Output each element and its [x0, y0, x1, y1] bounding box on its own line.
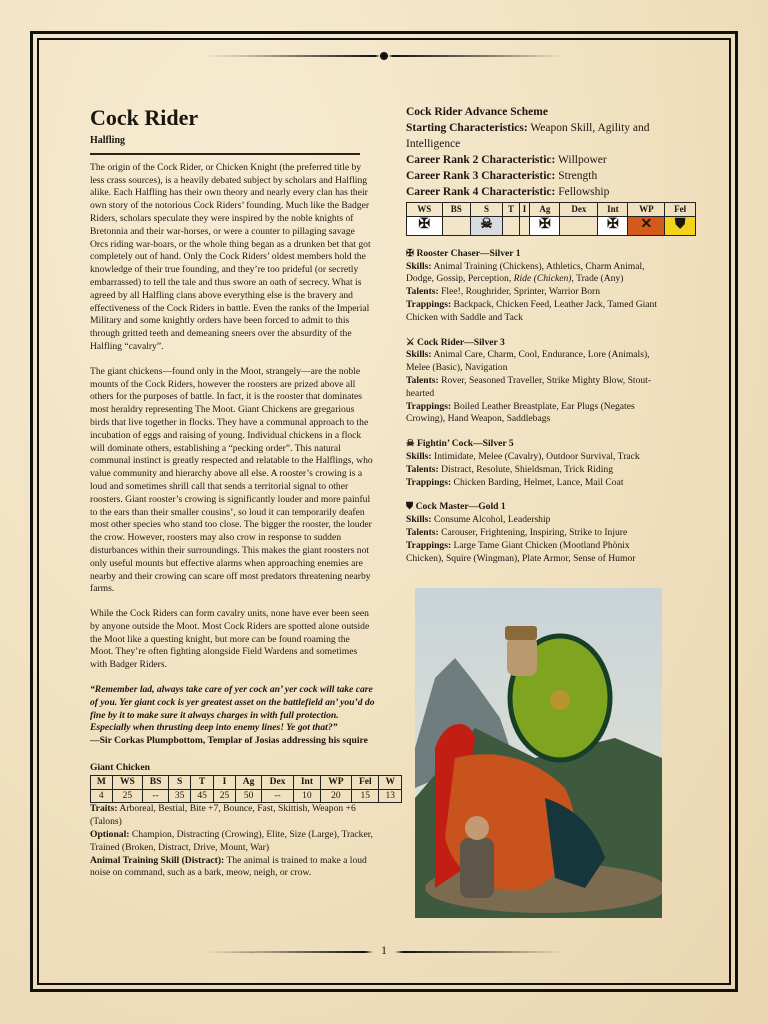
rank2-characteristic: Career Rank 2 Characteristic: Willpower [406, 154, 607, 166]
career-list [406, 248, 668, 566]
career-tier-icon: ✠ [406, 247, 415, 259]
creature-name: Giant Chicken [90, 762, 150, 774]
advance-header: Fel [665, 203, 696, 217]
career-talents: Talents: Flee!, Roughrider, Sprinter, Warrior Born [406, 286, 601, 298]
skull-icon: ☠ [470, 216, 502, 235]
advance-empty-cell [503, 216, 520, 235]
advance-header: Dex [560, 203, 598, 217]
stat-value: 15 [352, 789, 379, 803]
cavalry-paragraph: While the Cock Riders can form cavalry units, none have ever been seen by anyone outside the Moot. Most Cock Riders are spotted alone outside the Moot like a questing knight, but more can be found roaming the Moot. They’re often fighting alongside Field Wardens and sometimes with Badger Riders. [90, 608, 370, 671]
stat-value: -- [143, 789, 169, 803]
stat-header: T [191, 775, 213, 789]
page-number: 1 [381, 943, 387, 957]
cross-icon: ✠ [598, 216, 628, 235]
career-heading: ✠ Rooster Chaser—Silver 1 [406, 247, 521, 259]
stat-value: 35 [168, 789, 190, 803]
stat-value: -- [261, 789, 293, 803]
stat-header: M [91, 775, 113, 789]
advance-scheme-title: Cock Rider Advance Scheme [406, 106, 548, 118]
advance-header: I [519, 203, 530, 217]
stat-header: I [213, 775, 235, 789]
creature-traits: Traits: Arboreal, Bestial, Bite +7, Bounce, Fast, Skittish, Weapon +6 (Talons) [90, 803, 356, 828]
career-talents: Talents: Rover, Seasoned Traveller, Strike Mighty Blow, Stout-hearted [406, 374, 652, 399]
title-rule [90, 153, 360, 155]
creature-training-skill: Animal Training Skill (Distract): The animal is trained to make a loud noise on command, such as a bark, meow, neigh, or crow. [90, 854, 367, 879]
advance-header: S [470, 203, 502, 217]
stat-value: 20 [320, 789, 351, 803]
career-talents: Talents: Distract, Resolute, Shieldsman, Trick Riding [406, 463, 613, 475]
top-ornament-divider [205, 50, 563, 62]
career-heading: ⛊ Cock Master—Gold 1 [406, 501, 506, 513]
left-column [90, 105, 395, 880]
stat-header: W [379, 775, 402, 789]
advance-table [406, 202, 696, 236]
career-heading: ☠ Fightin’ Cock—Silver 5 [406, 438, 514, 450]
cross-icon: ✠ [407, 216, 443, 235]
career-skills: Skills: Animal Training (Chickens), Athletics, Charm Animal, Dodge, Gossip, Perception, Ride (Chicken), Trade (Any) [406, 260, 645, 285]
career-entry [406, 337, 668, 427]
stat-header: Dex [261, 775, 293, 789]
right-column [406, 104, 687, 565]
quote-attribution: —Sir Corkas Plumpbottom, Templar of Josias addressing his squire [90, 735, 368, 747]
stat-header: Fel [352, 775, 379, 789]
advance-header: Int [598, 203, 628, 217]
stat-header: Ag [236, 775, 262, 789]
career-skills: Skills: Intimidate, Melee (Cavalry), Outdoor Survival, Track [406, 450, 640, 462]
page-subtitle: Halfling [90, 135, 126, 146]
career-skills: Skills: Animal Care, Charm, Cool, Endurance, Lore (Animals), Melee (Basic), Navigation [406, 349, 650, 374]
stat-value: 13 [379, 789, 402, 803]
stat-value: 45 [191, 789, 213, 803]
cock-rider-illustration [415, 588, 662, 918]
advance-header: T [503, 203, 520, 217]
stat-header: WP [320, 775, 351, 789]
stat-value: 25 [213, 789, 235, 803]
career-entry [406, 501, 668, 565]
career-tier-icon: ☠ [406, 438, 415, 450]
stat-header: WS [112, 775, 143, 789]
starting-characteristics: Starting Characteristics: Weapon Skill, Agility and Intelligence [406, 122, 650, 150]
stat-value: 4 [91, 789, 113, 803]
stat-value: 10 [294, 789, 321, 803]
creature-optional: Optional: Champion, Distracting (Crowing), Elite, Size (Large), Tracker, Trained (Broken, Distract, Drive, Mount, War) [90, 829, 373, 853]
stat-header: Int [294, 775, 321, 789]
career-tier-icon: ⚔ [406, 336, 415, 348]
stat-value: 25 [112, 789, 143, 803]
career-trappings: Trappings: Backpack, Chicken Feed, Leather Jack, Tamed Giant Chicken with Saddle and Tack [406, 298, 658, 323]
swords-icon: ✕ [628, 216, 665, 235]
advance-header: Ag [530, 203, 560, 217]
page-title: Cock Rider [90, 105, 199, 130]
creature-stat-table [90, 775, 402, 804]
career-entry [406, 438, 668, 489]
career-heading: ⚔ Cock Rider—Silver 3 [406, 336, 505, 348]
stat-header: BS [143, 775, 169, 789]
advance-empty-cell [442, 216, 470, 235]
career-skills: Skills: Consume Alcohol, Leadership [406, 514, 551, 526]
advance-empty-cell [519, 216, 530, 235]
career-trappings: Trappings: Boiled Leather Breastplate, Ear Plugs (Negates Crowing), Hand Weapon, Saddlebags [406, 400, 635, 425]
advance-header: BS [442, 203, 470, 217]
shield-icon: ⛊ [665, 216, 696, 235]
chicken-paragraph: The giant chickens—found only in the Moot, strangely—are the noble mounts of the Cock Riders, however the roosters are prized above all others for the purposes of battle. In fact, it is the rooster that dominates most heraldry representing The Moot. Giant Chickens are gregarious birds that live together in flocks. They have a communal approach to the incubation of eggs and raising of young. Individual chickens in a flock will dominate others, establishing a “pecking order”. This natural communal instinct is greatly respected and relatable to the Halflings, who value community and hierarchy above all else. A rooster’s crowing is a loud and sometimes shrill call that sends a territorial signal to other roosters. Giant rooster’s crowing is significantly louder and more painful to the ears than their smaller cousins’, so loud it can temporarily deafen most other species who stand too close. The bigger the rooster, the louder the crow. However, roosters may also crow in response to sudden disturbances within their surroundings. This makes the giant roosters not only useful mounts but effective alarms when approaching enemies are nearby and their crowing can scare off most predators threatening nearby farms. [90, 365, 373, 595]
advance-header: WS [407, 203, 443, 217]
career-talents: Talents: Carouser, Frightening, Inspiring, Strike to Injure [406, 526, 628, 538]
career-trappings: Trappings: Chicken Barding, Helmet, Lance, Mail Coat [406, 476, 624, 488]
advance-empty-cell [560, 216, 598, 235]
career-entry [406, 248, 668, 325]
intro-paragraph: The origin of the Cock Rider, or Chicken Knight (the preferred title by less crass sources), is a heavily debated subject by scholars and Halfling alike. Each Halfling has their own theory and nearly every clan has their own story of the notorious Cock Riders’ founding. Much like the Badger Riders, scholars speculate they were inspired by the noble knights of Bretonnia and their war-horses, or were a counter to pillaging savage Orcs riding war-boars, or the whole thing began as a drunken bet that got completely out of hand. Only the Cock Riders’ oldest members hold the knowledge of their true founding, and they’re too prideful (or secretly embarrassed) to tell the tale and thus swore an oath of secrecy. What is agreed by all Halfling clans above everything else is the bravery and effectiveness of the Cock Riders in battle. Even the ranks of the Imperial Military and some knightly orders have been forced to admit to this through gritted teeth and demeaning sneers over the absurdity of the Halfling “cavalry”. [90, 161, 371, 352]
advance-header: WP [628, 203, 665, 217]
career-tier-icon: ⛊ [406, 501, 414, 513]
rank3-characteristic: Career Rank 3 Characteristic: Strength [406, 170, 598, 182]
rank4-characteristic: Career Rank 4 Characteristic: Fellowship [406, 186, 610, 198]
career-trappings: Trappings: Large Tame Giant Chicken (Mootland Phönix Chicken), Squire (Wingman), Plate Armor, Sense of Humor [406, 539, 636, 564]
stat-value: 50 [236, 789, 262, 803]
quote-text: “Remember lad, always take care of yer cock an’ yer cock will take care of you. Yer giant cock is yer greatest asset on the battlefield an’ you’d do fine by it to make sure it always charges in with full protection. Especially when thrusting deep into enemy lines! Ye got that?” [90, 684, 375, 734]
stat-header: S [168, 775, 190, 789]
cross-icon: ✠ [530, 216, 560, 235]
